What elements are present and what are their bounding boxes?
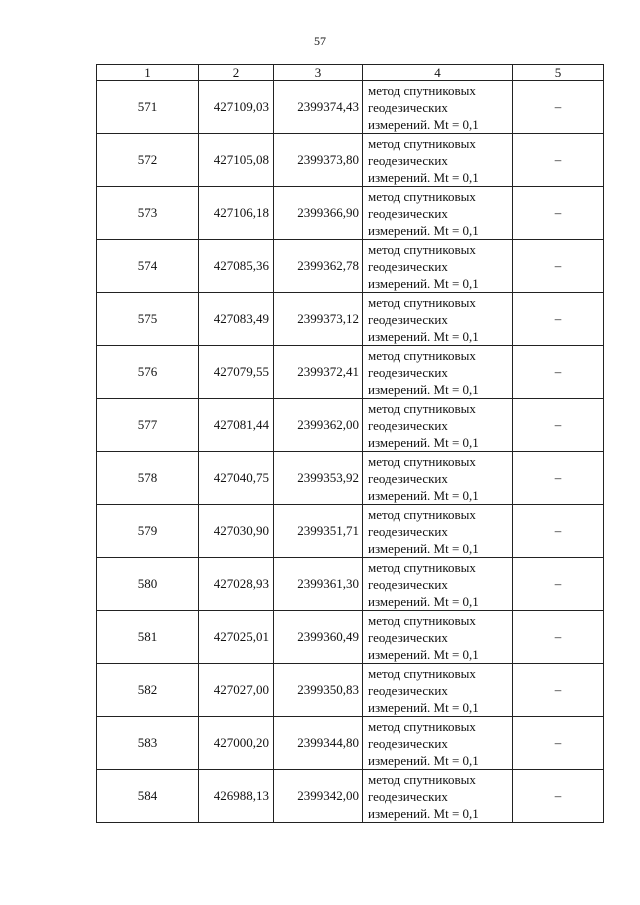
point-number: 572 (97, 134, 199, 187)
table-row (97, 452, 604, 505)
coordinate-x: 427085,36 (199, 240, 274, 293)
coordinate-x: 427081,44 (199, 399, 274, 452)
coordinate-x: 427083,49 (199, 293, 274, 346)
table-row (97, 664, 604, 717)
note-cell: – (513, 187, 604, 240)
coordinate-x: 427105,08 (199, 134, 274, 187)
header-col-5: 5 (513, 65, 604, 81)
coordinate-y: 2399362,78 (274, 240, 363, 293)
coordinate-x: 427000,20 (199, 717, 274, 770)
coordinate-y: 2399374,43 (274, 81, 363, 134)
page-number: 57 (314, 34, 326, 48)
coordinate-x: 427027,00 (199, 664, 274, 717)
coordinate-x: 427079,55 (199, 346, 274, 399)
measurement-method: метод спутниковых геодезических измерений. Mt = 0,1 (363, 611, 513, 664)
note-cell: – (513, 240, 604, 293)
coordinate-x: 427109,03 (199, 81, 274, 134)
point-number: 573 (97, 187, 199, 240)
point-number: 584 (97, 770, 199, 823)
coordinate-y: 2399353,92 (274, 452, 363, 505)
point-number: 583 (97, 717, 199, 770)
measurement-method: метод спутниковых геодезических измерений. Mt = 0,1 (363, 240, 513, 293)
table-row (97, 558, 604, 611)
coordinate-y: 2399361,30 (274, 558, 363, 611)
measurement-method: метод спутниковых геодезических измерений. Mt = 0,1 (363, 134, 513, 187)
measurement-method: метод спутниковых геодезических измерений. Mt = 0,1 (363, 770, 513, 823)
coordinate-y: 2399373,80 (274, 134, 363, 187)
coordinate-y: 2399342,00 (274, 770, 363, 823)
measurement-method: метод спутниковых геодезических измерений. Mt = 0,1 (363, 505, 513, 558)
note-cell: – (513, 134, 604, 187)
measurement-method: метод спутниковых геодезических измерений. Mt = 0,1 (363, 81, 513, 134)
note-cell: – (513, 346, 604, 399)
note-cell: – (513, 81, 604, 134)
measurement-method: метод спутниковых геодезических измерений. Mt = 0,1 (363, 346, 513, 399)
point-number: 579 (97, 505, 199, 558)
note-cell: – (513, 664, 604, 717)
coordinate-x: 427028,93 (199, 558, 274, 611)
measurement-method: метод спутниковых геодезических измерений. Mt = 0,1 (363, 452, 513, 505)
point-number: 578 (97, 452, 199, 505)
coordinate-x: 427106,18 (199, 187, 274, 240)
table-row (97, 717, 604, 770)
table-row (97, 187, 604, 240)
header-col-1: 1 (97, 65, 199, 81)
header-col-2: 2 (199, 65, 274, 81)
table-row (97, 293, 604, 346)
table-header-row (97, 65, 604, 81)
coordinate-y: 2399372,41 (274, 346, 363, 399)
coordinate-y: 2399344,80 (274, 717, 363, 770)
coordinate-y: 2399350,83 (274, 664, 363, 717)
coordinate-y: 2399366,90 (274, 187, 363, 240)
coordinate-x: 426988,13 (199, 770, 274, 823)
point-number: 575 (97, 293, 199, 346)
point-number: 577 (97, 399, 199, 452)
measurement-method: метод спутниковых геодезических измерений. Mt = 0,1 (363, 558, 513, 611)
note-cell: – (513, 611, 604, 664)
table-row (97, 505, 604, 558)
header-col-4: 4 (363, 65, 513, 81)
coordinate-x: 427030,90 (199, 505, 274, 558)
coordinate-x: 427040,75 (199, 452, 274, 505)
point-number: 574 (97, 240, 199, 293)
coordinates-table (96, 64, 604, 823)
table-row (97, 81, 604, 134)
point-number: 582 (97, 664, 199, 717)
table-row (97, 134, 604, 187)
measurement-method: метод спутниковых геодезических измерений. Mt = 0,1 (363, 187, 513, 240)
measurement-method: метод спутниковых геодезических измерений. Mt = 0,1 (363, 399, 513, 452)
note-cell: – (513, 399, 604, 452)
note-cell: – (513, 558, 604, 611)
table-row (97, 770, 604, 823)
measurement-method: метод спутниковых геодезических измерений. Mt = 0,1 (363, 717, 513, 770)
note-cell: – (513, 293, 604, 346)
measurement-method: метод спутниковых геодезических измерений. Mt = 0,1 (363, 664, 513, 717)
coordinate-y: 2399351,71 (274, 505, 363, 558)
point-number: 581 (97, 611, 199, 664)
measurement-method: метод спутниковых геодезических измерений. Mt = 0,1 (363, 293, 513, 346)
point-number: 580 (97, 558, 199, 611)
note-cell: – (513, 717, 604, 770)
note-cell: – (513, 452, 604, 505)
coordinate-y: 2399360,49 (274, 611, 363, 664)
coordinate-x: 427025,01 (199, 611, 274, 664)
header-col-3: 3 (274, 65, 363, 81)
note-cell: – (513, 770, 604, 823)
table-row (97, 346, 604, 399)
coordinate-y: 2399373,12 (274, 293, 363, 346)
point-number: 576 (97, 346, 199, 399)
table-row (97, 399, 604, 452)
note-cell: – (513, 505, 604, 558)
point-number: 571 (97, 81, 199, 134)
table-row (97, 611, 604, 664)
coordinate-y: 2399362,00 (274, 399, 363, 452)
table-row (97, 240, 604, 293)
